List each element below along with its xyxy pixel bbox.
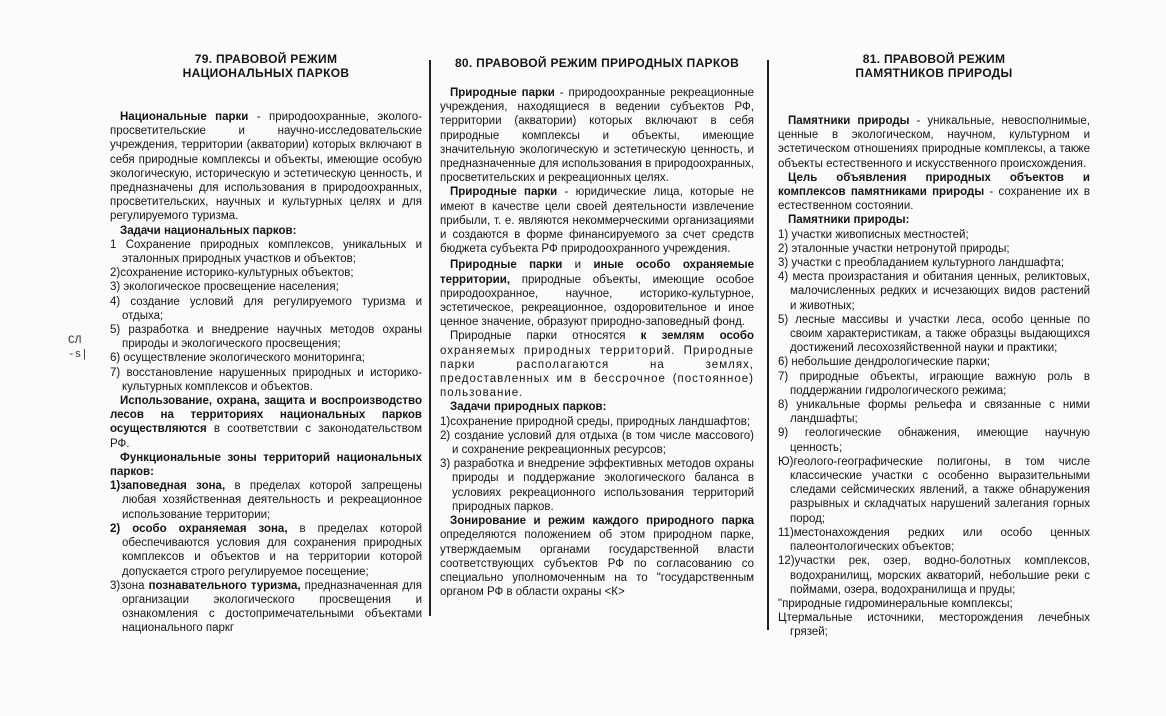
list-item: 2)сохранение историко-культурных объектов; <box>110 267 354 280</box>
margin-notes <box>68 334 88 362</box>
article-79 <box>110 52 422 636</box>
list-item: 3)зона познавательного туризма, предназначенная для организации экологического просвещения и ознакомления с достопримечательными объектами национального паркг <box>110 579 422 635</box>
list-item: 3) разработка и внедрение эффективных методов охраны природы и поддержание экологического баланса в условиях рекреационного использования территорий природных парков. <box>440 458 754 513</box>
tasks-list <box>440 415 754 514</box>
paragraph: Природные парки - юридические лица, которые не имеют в качестве цели своей деятельности извлечение прибыли, т. е. являются некоммерческими организациями и создаются в форме финансируемого за счет средств бюджета субъекта РФ природоохранного учреждения. <box>440 186 754 256</box>
paragraph: Национальные парки - природоохранные, эколого-просветительские и научно-исследовательские учреждения, территории (акватории) которых включают в себя природные комплексы и объекты, имеющие особую экологическую, историческую и эстетическую ценность, и предназначены для использования в природоохранных, просветительских, научных и культурных целях и для регулируемого туризма. <box>110 111 422 223</box>
list-item: "природные гидроминеральные комплексы; <box>778 597 1013 610</box>
section-heading: Задачи природных парков: <box>450 401 607 414</box>
list-item: Цтермальные источники, месторождения лечебных грязей; <box>778 612 1090 639</box>
article-79-title: 79. ПРАВОВОЙ РЕЖИМ НАЦИОНАЛЬНЫХ ПАРКОВ <box>182 52 350 80</box>
list-item: 1)заповедная зона, в пределах которой запрещены любая хозяйственная деятельность и рекреационное использование территории; <box>110 480 422 521</box>
list-item: 5) лесные массивы и участки леса, особо ценные по своим характеристикам, а также образцы выдающихся достижений лесохозяйственной науки и практики; <box>778 313 1090 355</box>
paragraph: Памятники природы - уникальные, невосполнимые, ценные в экологическом, научном, культурном и эстетическом отношениях природные комплексы, а также объекты естественного и искусственного происхождения. <box>778 115 1090 170</box>
section-heading: Функциональные зоны территорий национальных парков: <box>110 451 422 479</box>
column-divider <box>429 60 431 616</box>
list-item: 2) особо охраняемая зона, в пределах которой обеспечиваются условия для сохранения природных комплексов и объектов и на территории которой допускается строго регулируемое посещение; <box>110 522 423 578</box>
zones-list <box>110 479 422 635</box>
list-item: 12)участки рек, озер, водно-болотных комплексов, водохранилищ, морских акваторий, небольшие реки с поймами, озера, водохранилища и пруды; <box>778 555 1090 596</box>
monuments-list <box>778 228 1090 640</box>
section-heading: Памятники природы: <box>788 214 910 227</box>
list-item: 9) геологические обнажения, имеющие научную ценность; <box>778 427 1090 454</box>
paragraph: Природные парки - природоохранные рекреационные учреждения, находящиеся в ведении субъектов РФ, территории (акватории) которых включают в себя природные комплексы и объекты, имеющие значительную экологическую и эстетическую ценность, и предназначенные для использования в природоохранных, просветительских и рекреационных целях. <box>440 87 755 185</box>
list-item: 1) участки живописных местностей; <box>778 228 969 241</box>
paragraph: Зонирование и режим каждого природного парка определяются положением об этом природном парке, утверждаемым органами государственной власти соответствующих субъектов РФ по согласованию со специально уполномоченным на то "государственным органом РФ в области охраны <К> <box>440 515 754 599</box>
section-heading: Задачи национальных парков: <box>120 224 297 237</box>
margin-note: СЛ <box>68 335 82 347</box>
list-item: 7) природные объекты, играющие важную роль в поддержании гидрологического режима; <box>778 370 1090 397</box>
tasks-list <box>110 238 422 394</box>
list-item: 5) разработка и внедрение научных методов охраны природы и экологического просвещения; <box>110 324 422 351</box>
list-item: 3) экологическое просвещение населения; <box>110 281 339 294</box>
list-item: 4) места произрастания и обитания ценных, реликтовых, малочисленных редких и исчезающих видов растений и животных; <box>778 271 1090 312</box>
article-80-title: 80. ПРАВОВОЙ РЕЖИМ ПРИРОДНЫХ ПАРКОВ <box>454 56 740 70</box>
margin-note: -s| <box>68 349 88 361</box>
list-item: 11)местонахождения редких или особо ценных палеонтологических объектов; <box>778 526 1090 554</box>
article-80 <box>440 52 754 599</box>
list-item: 4) создание условий для регулируемого туризма и отдыха; <box>110 295 422 322</box>
list-item: 1 Сохранение природных комплексов, уникальных и эталонных природных участков и объектов; <box>110 238 422 266</box>
list-item: 2) создание условий для отдыха (в том числе массового) и сохранение рекреационных ресурсов; <box>440 429 754 457</box>
list-item: Ю)геолого-географические полигоны, в том числе классические участки с особенно выразительными следами сейсмических явлений, а также обнаружения разрывных и складчатых нарушений залегания горных пород; <box>778 455 1090 525</box>
list-item: 7) восстановление нарушенных природных и историко-культурных комплексов и объектов. <box>110 366 422 393</box>
paragraph: Цель объявления природных объектов и комплексов памятниками природы - сохранение их в естественном состоянии. <box>778 171 1090 213</box>
paragraph: Использование, охрана, защита и воспроизводство лесов на территориях национальных парков осуществляются в соответствии с законодательством РФ. <box>110 395 422 450</box>
paragraph: Природные парки и иные особо охраняемые территории, природные объекты, имеющие особое природоохранное, научное, историко-культурное, эстетическое, рекреационное, оздоровительное и иное ценное значение, образуют природно-заповедный фонд. <box>440 259 754 329</box>
list-item: 2) эталонные участки нетронутой природы; <box>778 242 1010 255</box>
paragraph: Природные парки относятся к землям особо охраняемых природных территорий. Природные парки располагаются на землях, предоставленных им в бессрочное (постоянное) пользование. <box>440 330 755 400</box>
column-divider <box>767 60 769 630</box>
list-item: 3) участки с преобладанием культурного ландшафта; <box>778 257 1065 270</box>
list-item: 8) уникальные формы рельефа и связанные с ними ландшафты; <box>778 399 1090 426</box>
article-81-title: 81. ПРАВОВОЙ РЕЖИМ ПАМЯТНИКОВ ПРИРОДЫ <box>855 52 1013 80</box>
list-item: 6) небольшие дендрологические парки; <box>778 356 991 369</box>
list-item: 1)сохранение природной среды, природных ландшафтов; <box>440 415 751 428</box>
article-81 <box>778 52 1090 640</box>
list-item: 6) осуществление экологического мониторинга; <box>110 352 365 365</box>
